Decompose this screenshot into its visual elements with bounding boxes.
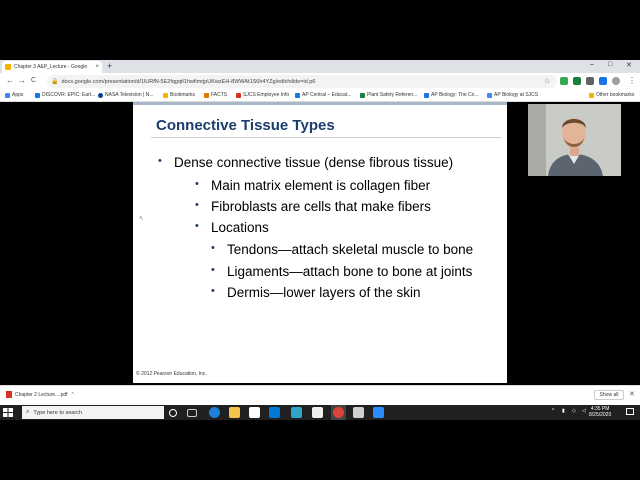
app-l-icon[interactable]	[291, 407, 302, 418]
tab-slides[interactable]	[2, 61, 102, 73]
bullet-level2: • Locations	[195, 220, 269, 235]
extension-icon-2[interactable]	[573, 77, 581, 85]
windows-taskbar	[0, 405, 640, 420]
bullet-dot: •	[195, 178, 199, 190]
slide-title: Connective Tissue Types	[156, 117, 335, 134]
show-all-button[interactable]: Show all	[594, 390, 624, 400]
close-downloads-icon[interactable]: ✕	[629, 391, 635, 398]
slides-icon	[5, 64, 11, 70]
lock-icon: 🔒	[51, 79, 59, 85]
store-icon[interactable]	[249, 407, 260, 418]
chevron-up-icon[interactable]: ^	[71, 391, 74, 398]
bullet-level3: • Tendons—attach skeletal muscle to bone	[211, 242, 474, 257]
url-text: docs.google.com/presentation/d/1lURfN-5E2fqgqtl1hwfimrjpUKwzEH-8WWAt1S6h4YZg/edit#slide=id.p6	[61, 78, 316, 85]
back-button[interactable]: ←	[6, 76, 14, 85]
reload-button[interactable]: C	[31, 77, 37, 84]
task-view-icon[interactable]	[187, 409, 197, 417]
copyright-notice: © 2012 Pearson Education, Inc.	[136, 371, 207, 377]
nasa-icon	[98, 93, 103, 98]
tab-close-icon[interactable]: ×	[95, 64, 99, 70]
ap-icon	[295, 93, 300, 98]
ap-icon	[424, 93, 429, 98]
leaf-icon	[360, 93, 365, 98]
download-filename: Chapter 2 Lecture....pdf	[15, 391, 68, 398]
menu-icon[interactable]: ⋮	[628, 76, 636, 85]
clock-date: 8/25/2020	[589, 412, 612, 418]
tab-title: Chapter 3 A&P_Lecture - Google	[14, 64, 88, 70]
system-clock[interactable]	[589, 406, 611, 418]
presenter-image	[528, 104, 621, 176]
bookmark-bookmarks[interactable]: Bookmarks	[163, 92, 195, 98]
extension-icon-1[interactable]	[560, 77, 568, 85]
extension-icon-3[interactable]	[586, 77, 594, 85]
address-bar[interactable]	[47, 75, 557, 88]
profile-avatar[interactable]	[612, 77, 620, 85]
slide-top-bar	[133, 102, 507, 105]
bookmark-star-icon[interactable]: ☆	[544, 78, 551, 85]
tray-chevron-icon[interactable]: ^	[552, 408, 555, 414]
tab-strip	[0, 60, 640, 73]
snip-icon[interactable]	[353, 407, 364, 418]
windows-start-icon[interactable]	[3, 408, 13, 417]
doc-icon	[487, 93, 492, 98]
bookmark-ap-biology-sjcs[interactable]: AP Biology at SJCS	[487, 92, 538, 98]
sjcs-icon	[236, 93, 241, 98]
app-notes-icon[interactable]	[312, 407, 323, 418]
globe-icon	[35, 93, 40, 98]
clock-time: 4:35 PM	[590, 406, 610, 412]
title-divider	[151, 137, 501, 138]
bullet-level3: • Ligaments—attach bone to bone at joints	[211, 264, 473, 279]
new-tab-button[interactable]: +	[107, 61, 113, 71]
browser-window	[0, 60, 640, 405]
bullet-dot: •	[211, 264, 215, 276]
webcam-video	[528, 104, 621, 176]
file-explorer-icon[interactable]	[229, 407, 240, 418]
mail-icon[interactable]	[269, 407, 280, 418]
bullet-dot: •	[195, 199, 199, 211]
mouse-cursor-icon: ↖	[139, 216, 145, 222]
bullet-dot: •	[211, 242, 215, 254]
notification-icon[interactable]	[626, 408, 634, 415]
bookmark-facts[interactable]: FACTS	[204, 92, 227, 98]
zoom-icon[interactable]	[373, 407, 384, 418]
battery-icon[interactable]: ▮	[562, 408, 565, 414]
bullet-dot: •	[195, 220, 199, 232]
downloads-bar	[0, 385, 640, 405]
bookmark-plant-safety[interactable]: Plant Safety Referen...	[360, 92, 417, 98]
forward-button[interactable]: →	[18, 76, 26, 85]
bullet-dot: •	[211, 285, 215, 297]
browser-toolbar	[0, 73, 640, 90]
bullet-level1: • Dense connective tissue (dense fibrous tissue)	[158, 155, 454, 170]
network-icon[interactable]: ◇	[572, 408, 576, 414]
star-icon	[163, 93, 168, 98]
chrome-icon[interactable]	[333, 407, 344, 418]
presentation-area	[0, 102, 640, 385]
bookmark-other[interactable]: Other bookmarks	[589, 92, 634, 98]
search-icon: ⌕	[26, 409, 30, 415]
folder-icon	[589, 93, 594, 98]
bullet-level3: • Dermis—lower layers of the skin	[211, 285, 421, 300]
facts-icon	[204, 93, 209, 98]
bookmark-sjcs-employee[interactable]: SJCS Employee Info	[236, 92, 289, 98]
taskbar-search[interactable]	[22, 406, 164, 419]
maximize-button[interactable]: □	[608, 61, 613, 68]
bookmark-apps[interactable]: Apps	[5, 92, 23, 98]
volume-icon[interactable]: ◁	[582, 408, 586, 414]
cortana-icon[interactable]	[169, 409, 177, 417]
close-window-button[interactable]: ✕	[626, 62, 632, 69]
apps-icon	[5, 93, 10, 98]
download-item[interactable]	[6, 391, 74, 398]
pdf-icon	[6, 391, 12, 398]
bullet-dot: •	[158, 155, 162, 167]
search-placeholder: Type here to search	[33, 409, 82, 416]
minimize-button[interactable]: –	[590, 61, 594, 68]
bookmark-ap-biology-co[interactable]: AP Biology: The Co...	[424, 92, 479, 98]
bullet-level2: • Fibroblasts are cells that make fibers	[195, 199, 431, 214]
bookmark-nasa[interactable]: NASA Television | N...	[98, 92, 153, 98]
bullet-level2: • Main matrix element is collagen fiber	[195, 178, 431, 193]
bookmarks-bar	[0, 90, 640, 102]
bookmark-discovr[interactable]: DISCOVR: EPIC: Eart...	[35, 92, 95, 98]
extension-icon-4[interactable]	[599, 77, 607, 85]
bookmark-ap-central[interactable]: AP Central – Educat...	[295, 92, 351, 98]
slide	[133, 102, 507, 383]
edge-icon[interactable]	[209, 407, 220, 418]
